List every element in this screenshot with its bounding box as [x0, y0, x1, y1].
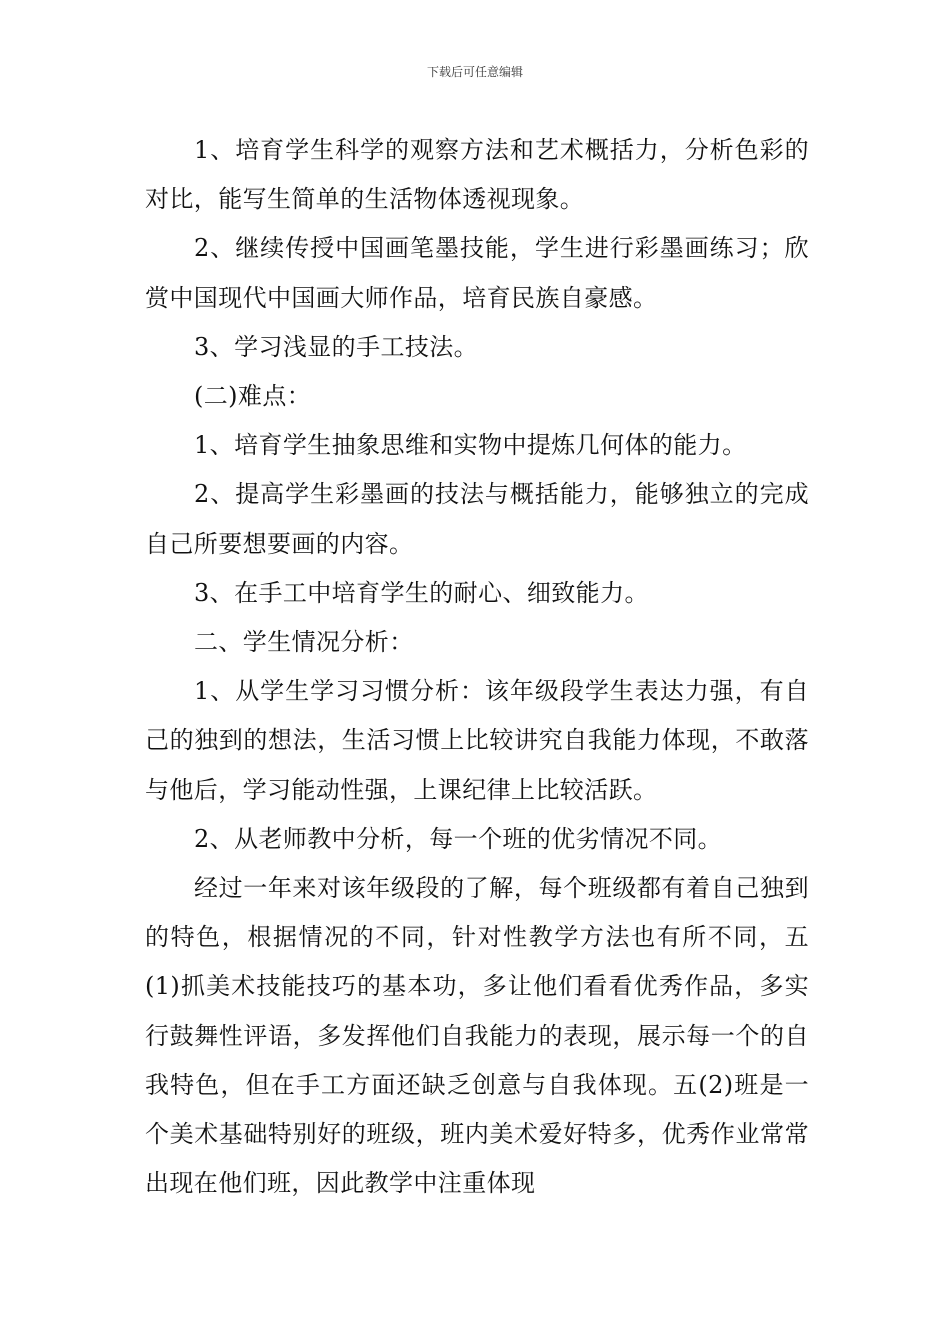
paragraph: 经过一年来对该年级段的了解，每个班级都有着自己独到的特色，根据情况的不同，针对性教学方法也有所不同，五(1)抓美术技能技巧的基本功，多让他们看看优秀作品，多实行鼓舞性评语，多发挥他们自我能力的表现，展示每一个的自我特色，但在手工方面还缺乏创意与自我体现。五(2)班是一个美术基础特别好的班级，班内美术爱好特多，优秀作业常常出现在他们班，因此教学中注重体现: [145, 874, 809, 1198]
paragraph: 3、在手工中培育学生的耐心、细致能力。: [194, 578, 649, 607]
paragraph: 2、继续传授中国画笔墨技能，学生进行彩墨画练习；欣赏中国现代中国画大师作品，培育民族自豪感。: [145, 234, 809, 312]
paragraph: 1、从学生学习习惯分析：该年级段学生表达力强，有自己的独到的想法，生活习惯上比较讲究自我能力体现，不敢落与他后，学习能动性强，上课纪律上比较活跃。: [145, 677, 809, 804]
section-heading: 二、学生情况分析：: [194, 628, 414, 657]
paragraph: 2、从老师教中分析，每一个班的优劣情况不同。: [194, 824, 723, 853]
paragraph: 1、培育学生科学的观察方法和艺术概括力，分析色彩的对比，能写生简单的生活物体透视现象。: [145, 136, 809, 214]
document-body: [145, 126, 809, 1208]
paragraph: 3、学习浅显的手工技法。: [194, 332, 479, 361]
paragraph: 2、提高学生彩墨画的技法与概括能力，能够独立的完成自己所要想要画的内容。: [145, 480, 809, 558]
paragraph: 1、培育学生抽象思维和实物中提炼几何体的能力。: [194, 431, 747, 460]
section-heading: (二)难点：: [194, 382, 312, 411]
page-header-note: 下载后可任意编辑: [426, 65, 523, 79]
